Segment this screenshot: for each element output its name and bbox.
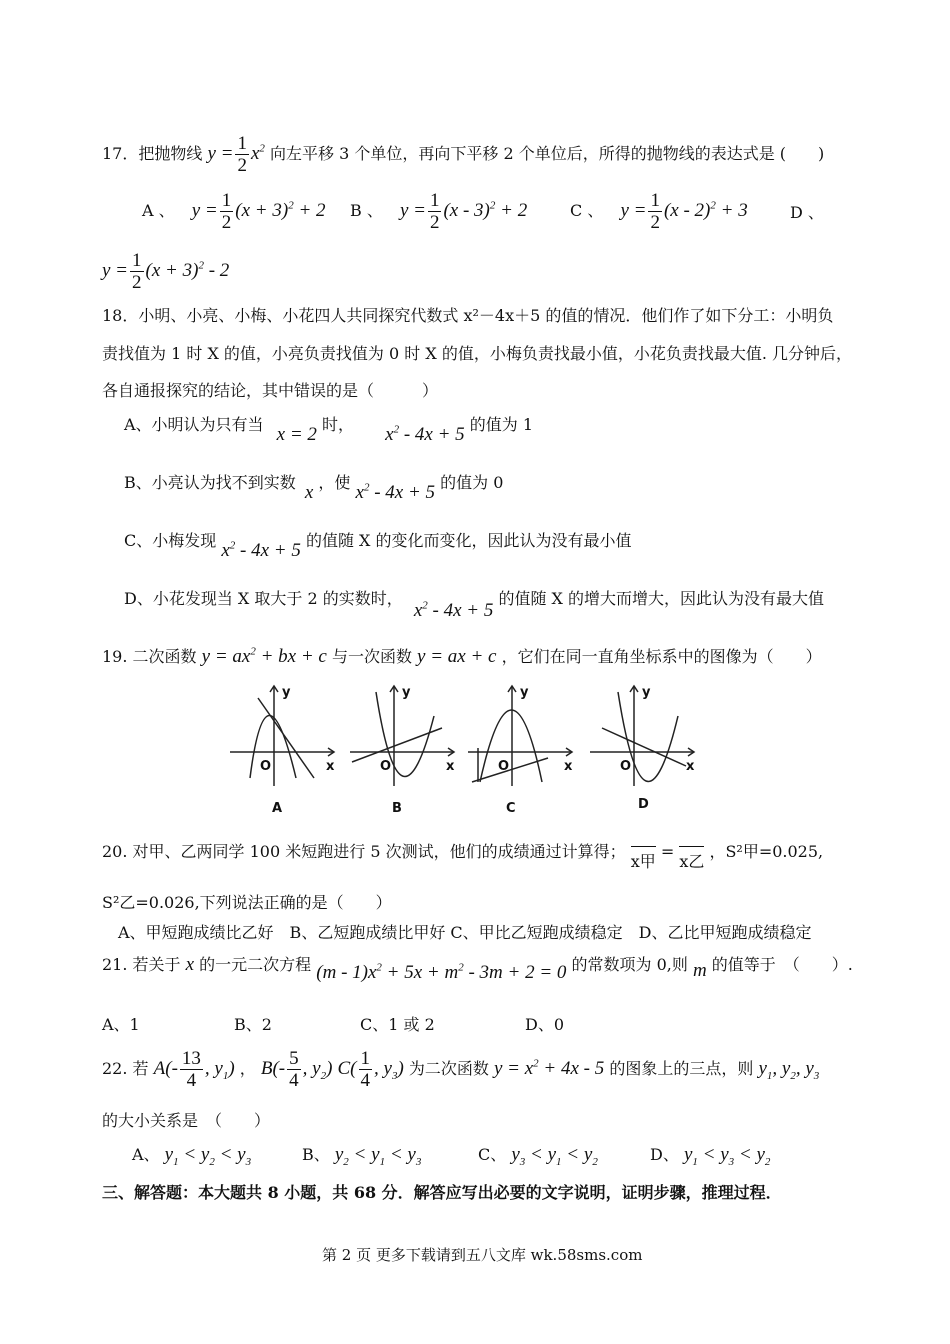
option-label: C 、 (570, 200, 604, 220)
q22-option-a-expr: $y_1 < y_2 < y_3$ (164, 1144, 252, 1168)
q18-option-d (124, 586, 825, 621)
q19-quadratic: $y = ax^2$ + bx + c (201, 645, 327, 667)
option-label: B、 (302, 1145, 330, 1164)
option-text: C、小梅发现 (124, 531, 217, 550)
graph-b-x-label: x (446, 759, 455, 774)
q17-stem-text: 17．把抛物线 (102, 143, 203, 163)
q21-var-x: x (185, 954, 195, 975)
q18-line-3: 各自通报探究的结论，其中错误的是（ ） (102, 381, 439, 400)
q22-vars: $y_1$, $y_2$, $y_3$ (758, 1057, 820, 1082)
q17-option-a-equation: y = $\frac{1}{2}$ $(x + 3)^2 + 2$ (191, 190, 326, 233)
separator: ， (239, 1058, 256, 1078)
q17-stem (102, 133, 824, 176)
graph-a-label: A (272, 801, 283, 816)
stem-text: 20. 对甲、乙两同学 100 米短跑进行 5 次测试，他们的成绩通过计算得； (102, 842, 626, 861)
q21-var-m: m (692, 960, 707, 981)
q22-point-c: C( $\frac{1}{4}$ , $y_3$) (337, 1048, 404, 1091)
q18-d-eq: $x^2 - 4x + 5$ (413, 599, 494, 621)
stem-text: 与一次函数 (331, 647, 412, 666)
q21-option-a: A、1 (102, 1015, 140, 1034)
stem-text: 19. 二次函数 (102, 647, 197, 666)
stem-text: 为二次函数 (408, 1058, 489, 1078)
equals-sign: = (660, 842, 675, 861)
graph-c-y-label: y (520, 685, 529, 700)
q21-option-d: D、0 (525, 1015, 565, 1034)
q17-option-c (570, 190, 748, 233)
graph-b-label: B (392, 801, 402, 816)
section-3-heading: 三、解答题：本大题共 8 小题，共 68 分．解答应写出必要的文字说明，证明步骤，推理过程． (102, 1183, 782, 1202)
q17-option-d-label: D 、 (790, 203, 824, 222)
graph-b-line (352, 728, 442, 762)
graph-b-origin: O (380, 759, 392, 774)
q20-line-1 (102, 836, 824, 871)
q18-c-eq: $x^2 - 4x + 5$ (221, 539, 301, 561)
q21-option-c: C、1 或 2 (360, 1015, 435, 1034)
stem-text: 22. 若 (102, 1058, 149, 1078)
q21-equation: $(m - 1)x^2 + 5x + m^2 - 3m + 2 = 0$ (316, 961, 567, 983)
q20-line-2: S²乙=0.026,下列说法正确的是（ ） (102, 893, 392, 912)
option-text: 的值随 X 的增大而增大，因此认为没有最大值 (498, 589, 825, 608)
option-text: 的值为 1 (469, 415, 534, 434)
q22-option-b (302, 1142, 421, 1168)
q22-line-2: 的大小关系是 （ ） (102, 1111, 271, 1130)
option-label: A、 (132, 1145, 160, 1164)
graph-c (468, 686, 572, 786)
q18-a-eq1: x = 2 (276, 424, 317, 445)
q22-equation: $y = x^2 + 4x - 5$ (493, 1057, 605, 1079)
q19-graphs (222, 678, 722, 818)
graph-a-x-label: x (326, 759, 335, 774)
stem-text: 的图象上的三点，则 (609, 1058, 754, 1078)
q21-stem (102, 952, 853, 983)
q22-option-a (132, 1142, 251, 1168)
q17-option-d-equation: y = $\frac{1}{2}$ $(x + 3)^2 - 2$ (102, 250, 230, 293)
q22-option-d-expr: $y_1 < y_3 < y_2$ (683, 1144, 771, 1168)
stem-text: 21. 若关于 (102, 955, 181, 974)
q22-point-b: B(- $\frac{5}{4}$ , $y_2$) (260, 1048, 333, 1091)
q18-b-var: x (304, 482, 314, 503)
option-text: D、小花发现当 X 取大于 2 的实数时， (124, 589, 403, 608)
graph-b-y-label: y (402, 685, 411, 700)
option-text: ，使 (318, 473, 351, 492)
q17-option-b-equation: y = $\frac{1}{2}$ (x - 3)$^2$ + 2 (399, 190, 528, 233)
q18-option-a (124, 412, 534, 445)
graph-a (230, 686, 334, 786)
graph-d-x-label: x (686, 759, 695, 774)
graph-d-label: D (638, 797, 649, 812)
graph-c-label: C (506, 801, 516, 816)
q22-option-c (478, 1142, 598, 1168)
graph-b (350, 686, 454, 786)
q17-option-d (102, 250, 229, 293)
stem-text: 的常数项为 0,则 (571, 955, 688, 974)
q18-option-c (124, 528, 632, 561)
option-text: 时， (322, 415, 355, 434)
option-text: A、小明认为只有当 (124, 415, 264, 434)
graph-a-parabola (250, 716, 296, 779)
q17-stem-text-2: 向左平移 3 个单位，再向下平移 2 个单位后，所得的抛物线的表达式是 ( ) (270, 143, 825, 163)
graph-d-origin: O (620, 759, 632, 774)
q22-option-b-expr: $y_2 < y_1 < y_3$ (334, 1144, 422, 1168)
q19-stem (102, 644, 822, 668)
q20-options: A、甲短跑成绩比乙好 B、乙短跑成绩比甲好 C、甲比乙短跑成绩稳定 D、乙比甲短跑成绩稳定 (118, 923, 812, 942)
q17-option-a (142, 190, 326, 233)
q18-a-eq2: $x^2 - 4x + 5$ (385, 423, 465, 445)
option-label: A 、 (142, 200, 175, 220)
q22-point-a: A(- $\frac{13}{4}$ , $y_1$) (153, 1048, 235, 1091)
page-footer: 第 2 页 更多下载请到五八文库 wk.58sms.com (322, 1246, 643, 1264)
graph-d (590, 686, 694, 786)
option-label: D、 (650, 1145, 679, 1164)
q18-b-eq: $x^2 - 4x + 5$ (355, 481, 436, 503)
graph-d-y-label: y (642, 685, 651, 700)
q19-linear: y = ax + c (417, 646, 497, 667)
stem-text: 的值等于 （ ）. (711, 955, 853, 974)
q22-option-c-expr: $y_3 < y_1 < y_2$ (511, 1144, 598, 1168)
q22-option-d (650, 1142, 770, 1168)
variance-jia: ，S²甲=0.025, (709, 842, 824, 861)
q18-line-1: 18．小明、小亮、小梅、小花四人共同探究代数式 x²－4x＋5 的值的情况．他们作了如下分工：小明负 (102, 306, 834, 325)
q18-line-2: 责找值为 1 时 X 的值，小亮负责找值为 0 时 X 的值，小梅负责找最小值，小花负责找最大值. 几分钟后， (102, 344, 853, 363)
option-label: C、 (478, 1145, 507, 1164)
q17-option-c-equation: y = $\frac{1}{2}$ (x - 2)$^2$ + 3 (620, 190, 748, 233)
stem-text: 的一元二次方程 (199, 955, 312, 974)
q20-xbar-jia: x甲 (631, 846, 656, 872)
graph-a-y-label: y (282, 685, 291, 700)
option-text: 的值随 X 的变化而变化，因此认为没有最小值 (305, 531, 632, 550)
q17-option-b (350, 190, 527, 233)
stem-text: ，它们在同一直角坐标系中的图像为（ ） (501, 647, 822, 666)
option-text: 的值为 0 (440, 473, 504, 492)
graph-c-origin: O (498, 759, 510, 774)
q17-stem-equation: y = $\frac{1}{2}$ $x^2$ (207, 133, 265, 176)
q21-option-b: B、2 (234, 1015, 272, 1034)
option-label: B 、 (350, 200, 383, 220)
option-text: B、小亮认为找不到实数 (124, 473, 296, 492)
graph-c-x-label: x (564, 759, 573, 774)
graph-a-origin: O (260, 759, 272, 774)
graph-c-parabola (480, 710, 542, 782)
q18-option-b (124, 470, 504, 503)
q20-xbar-yi: x乙 (679, 846, 704, 872)
q22-stem (102, 1048, 819, 1091)
